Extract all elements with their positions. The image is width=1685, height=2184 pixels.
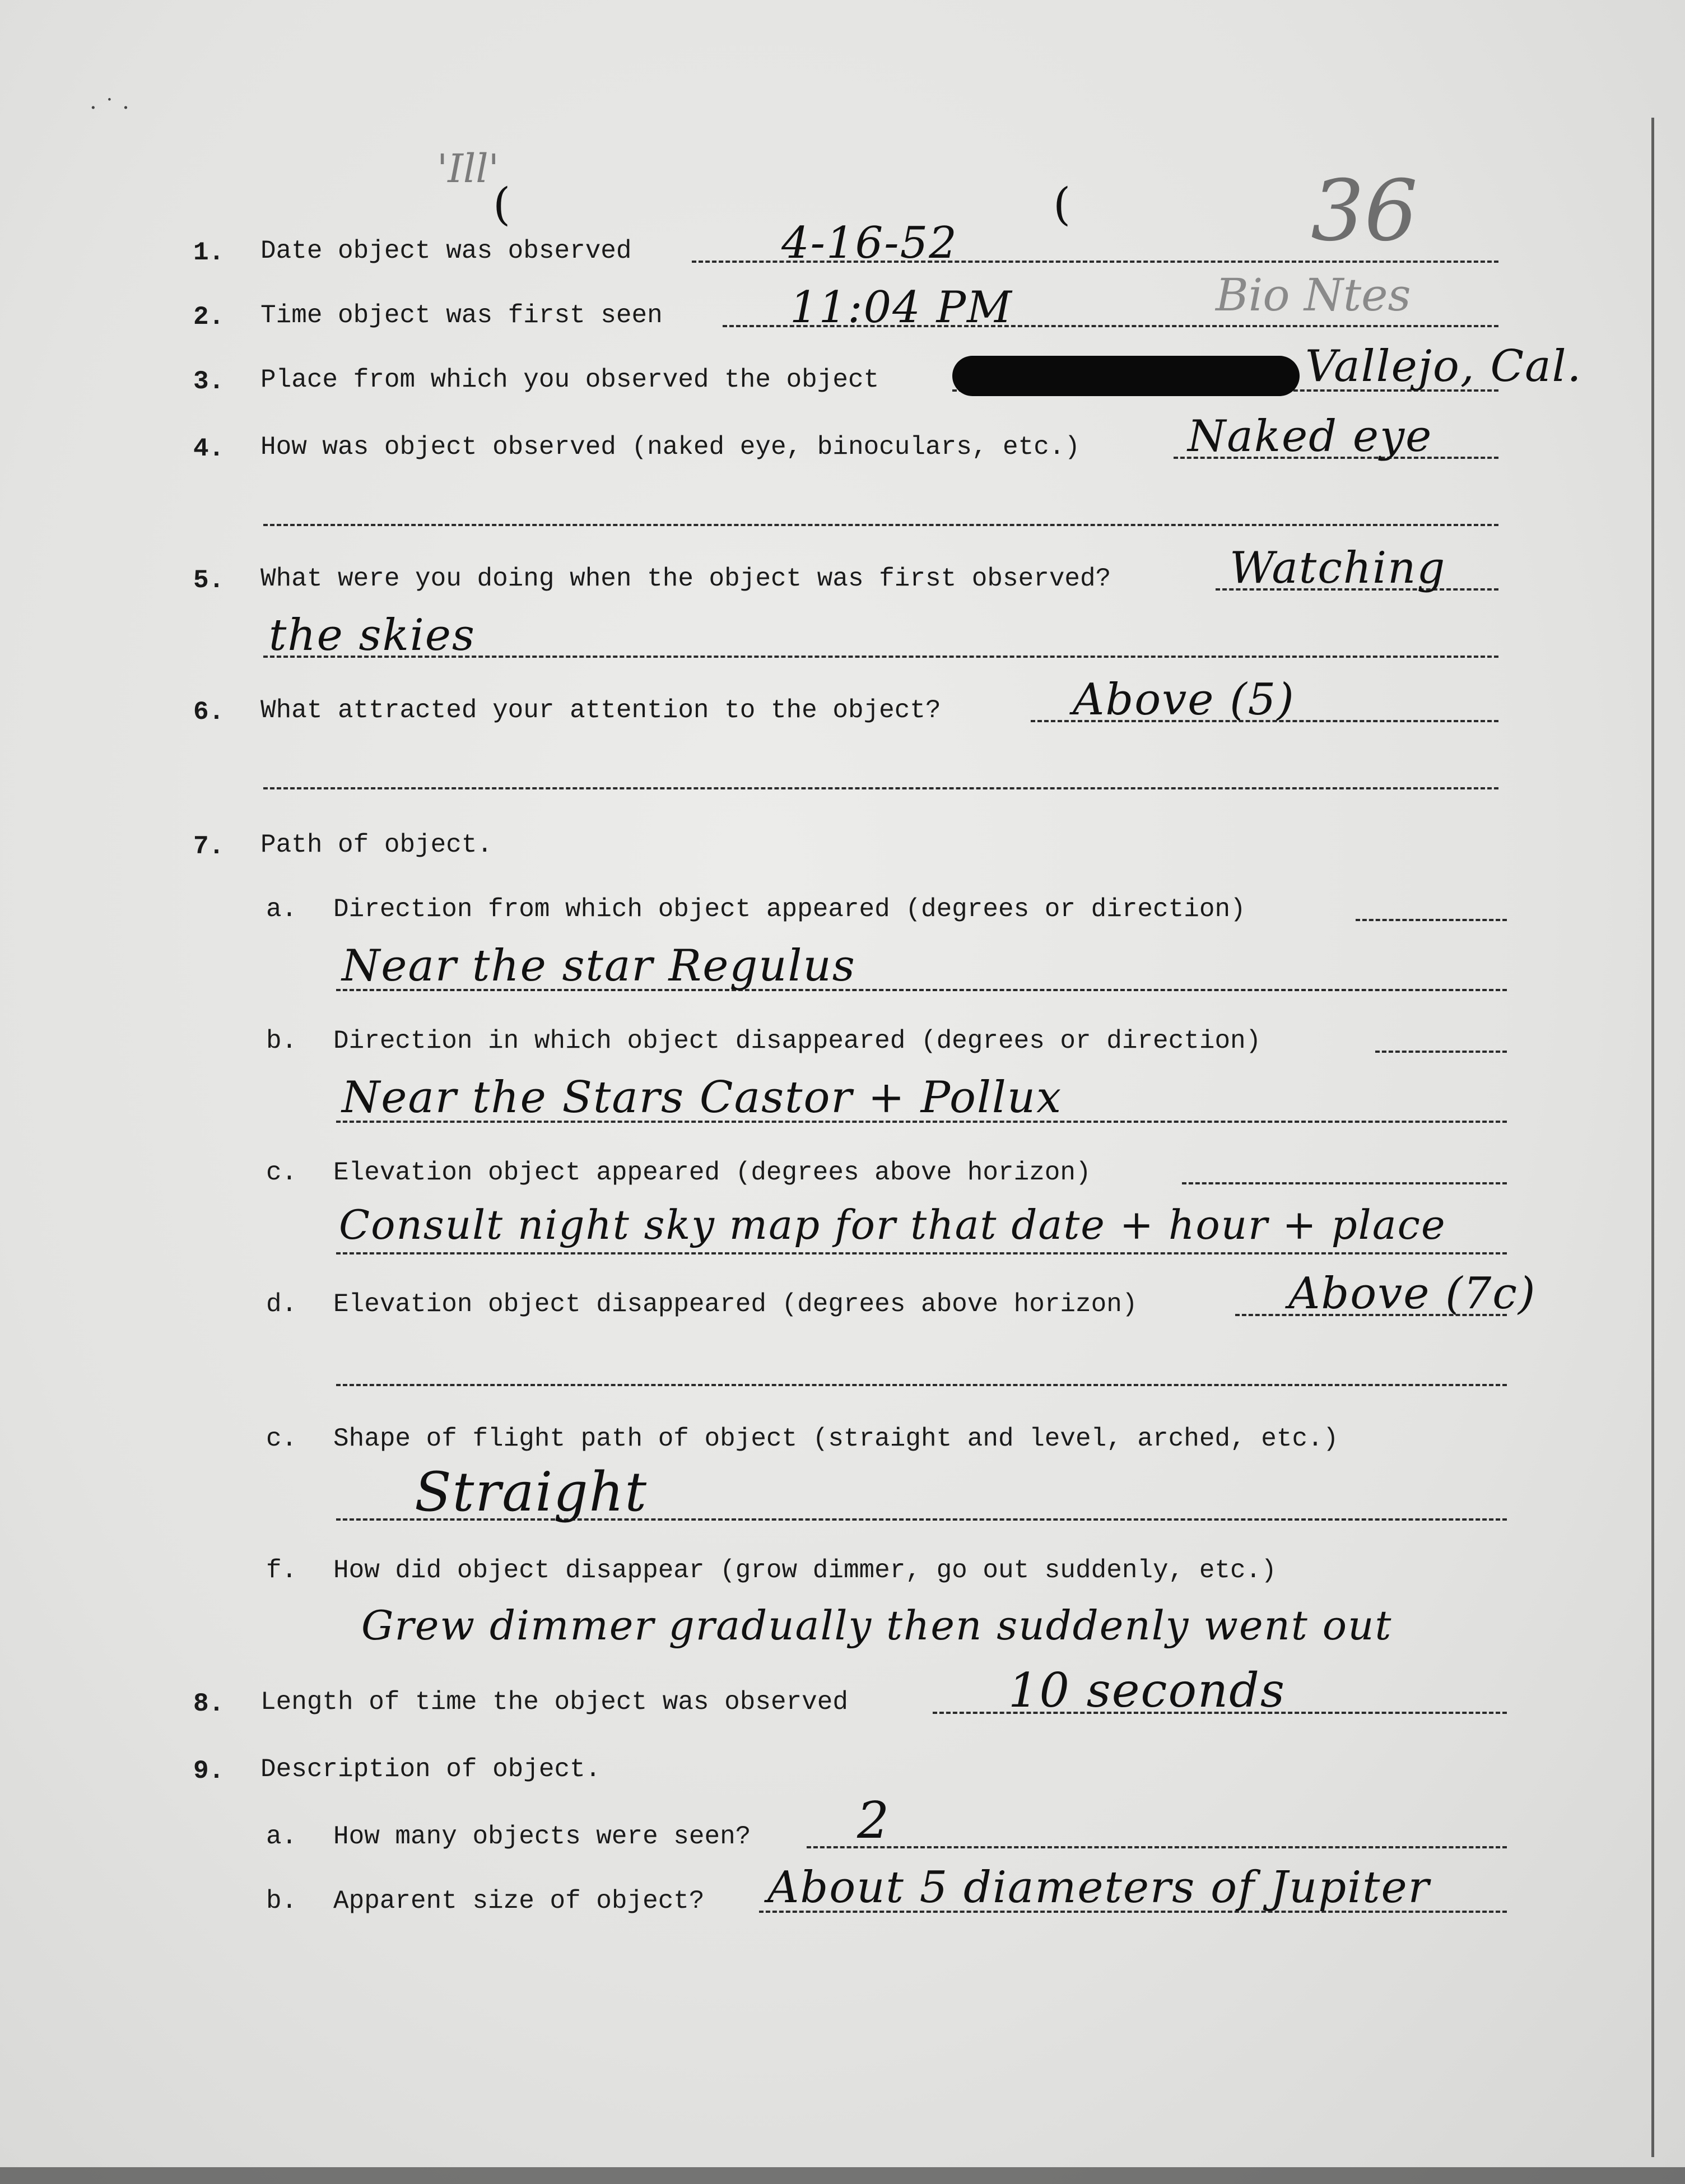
q3-label: Place from which you observed the object xyxy=(260,365,879,394)
q7b-letter: b. xyxy=(266,1026,297,1056)
q9-label: Description of object. xyxy=(260,1755,601,1784)
q7a-answer: Near the star Regulus xyxy=(342,941,856,991)
q9b-label: Apparent size of object? xyxy=(333,1886,705,1916)
header-paren-right: ( xyxy=(1053,178,1072,230)
q8-answer: 10 seconds xyxy=(1008,1663,1286,1718)
q9b-answer: About 5 diameters of Jupiter xyxy=(767,1862,1430,1913)
q9a-answer-line xyxy=(807,1846,1507,1848)
q9-number: 9. xyxy=(193,1757,225,1786)
q7c-label: Elevation object appeared (degrees above horizon) xyxy=(333,1158,1091,1187)
page-edge-right xyxy=(1651,118,1654,2157)
q5-number: 5. xyxy=(193,566,225,595)
corner-note: Bio Ntes xyxy=(1216,269,1411,321)
q1-answer: 4-16-52 xyxy=(781,218,958,268)
q1-number: 1. xyxy=(193,238,225,267)
q7d-answer: Above (7c) xyxy=(1288,1268,1537,1319)
q8-number: 8. xyxy=(193,1689,225,1718)
q9a-letter: a. xyxy=(266,1822,297,1851)
q2-number: 2. xyxy=(193,303,225,332)
q4-label: How was object observed (naked eye, binoculars, etc.) xyxy=(260,433,1081,462)
q2-answer: 11:04 PM xyxy=(790,282,1013,333)
q3-answer: Vallejo, Cal. xyxy=(1305,341,1582,392)
q9b-letter: b. xyxy=(266,1886,297,1916)
q6-answer-line-2 xyxy=(263,787,1498,789)
q1-label: Date object was observed xyxy=(260,236,632,266)
corner-specks: · ˙ · xyxy=(90,95,129,121)
q9a-label: How many objects were seen? xyxy=(333,1822,751,1851)
q7-label: Path of object. xyxy=(260,830,493,859)
q7b-answer: Near the Stars Castor + Pollux xyxy=(342,1072,1063,1123)
q9a-answer: 2 xyxy=(857,1791,891,1850)
q7a-answer-line xyxy=(1356,919,1507,921)
q7c-answer-line-2 xyxy=(336,1252,1507,1254)
q7c-answer-line xyxy=(1182,1182,1507,1184)
q4-answer-line-2 xyxy=(263,524,1498,526)
q3-number: 3. xyxy=(193,367,225,396)
q7f-label: How did object disappear (grow dimmer, go out suddenly, etc.) xyxy=(333,1556,1277,1585)
q7e-label: Shape of flight path of object (straight and level, arched, etc.) xyxy=(333,1424,1339,1453)
q7-number: 7. xyxy=(193,832,225,861)
redaction-block xyxy=(952,356,1300,396)
q7f-letter: f. xyxy=(266,1556,297,1585)
q7b-label: Direction in which object disappeared (degrees or direction) xyxy=(333,1026,1262,1056)
q7a-letter: a. xyxy=(266,895,297,924)
page-number: 36 xyxy=(1311,162,1418,260)
q2-label: Time object was first seen xyxy=(260,301,663,330)
q7e-letter: c. xyxy=(266,1424,297,1453)
q4-number: 4. xyxy=(193,434,225,463)
header-paren-left: ( xyxy=(493,178,512,230)
q5-label: What were you doing when the object was first observed? xyxy=(260,564,1111,593)
q7e-answer: Straight xyxy=(415,1461,648,1523)
q7d-label: Elevation object disappeared (degrees above horizon) xyxy=(333,1290,1138,1319)
q7a-label: Direction from which object appeared (degrees or direction) xyxy=(333,895,1246,924)
q4-answer: Naked eye xyxy=(1188,411,1433,462)
q7b-answer-line xyxy=(1375,1051,1507,1053)
q7c-letter: c. xyxy=(266,1158,297,1187)
q8-label: Length of time the object was observed xyxy=(260,1688,848,1717)
q5-answer-cont: the skies xyxy=(269,610,476,661)
q7f-answer: Grew dimmer gradually then suddenly went out xyxy=(361,1602,1393,1649)
q5-answer: Watching xyxy=(1230,543,1446,593)
q7d-letter: d. xyxy=(266,1290,297,1319)
q7c-answer: Consult night sky map for that date + hour + place xyxy=(339,1201,1446,1248)
header-scribble: 'Ill' xyxy=(437,146,499,192)
q6-answer: Above (5) xyxy=(1073,675,1295,725)
q6-label: What attracted your attention to the object? xyxy=(260,696,941,725)
q6-number: 6. xyxy=(193,698,225,727)
page-edge-bottom xyxy=(0,2167,1685,2184)
q7d-answer-line-2 xyxy=(336,1384,1507,1386)
